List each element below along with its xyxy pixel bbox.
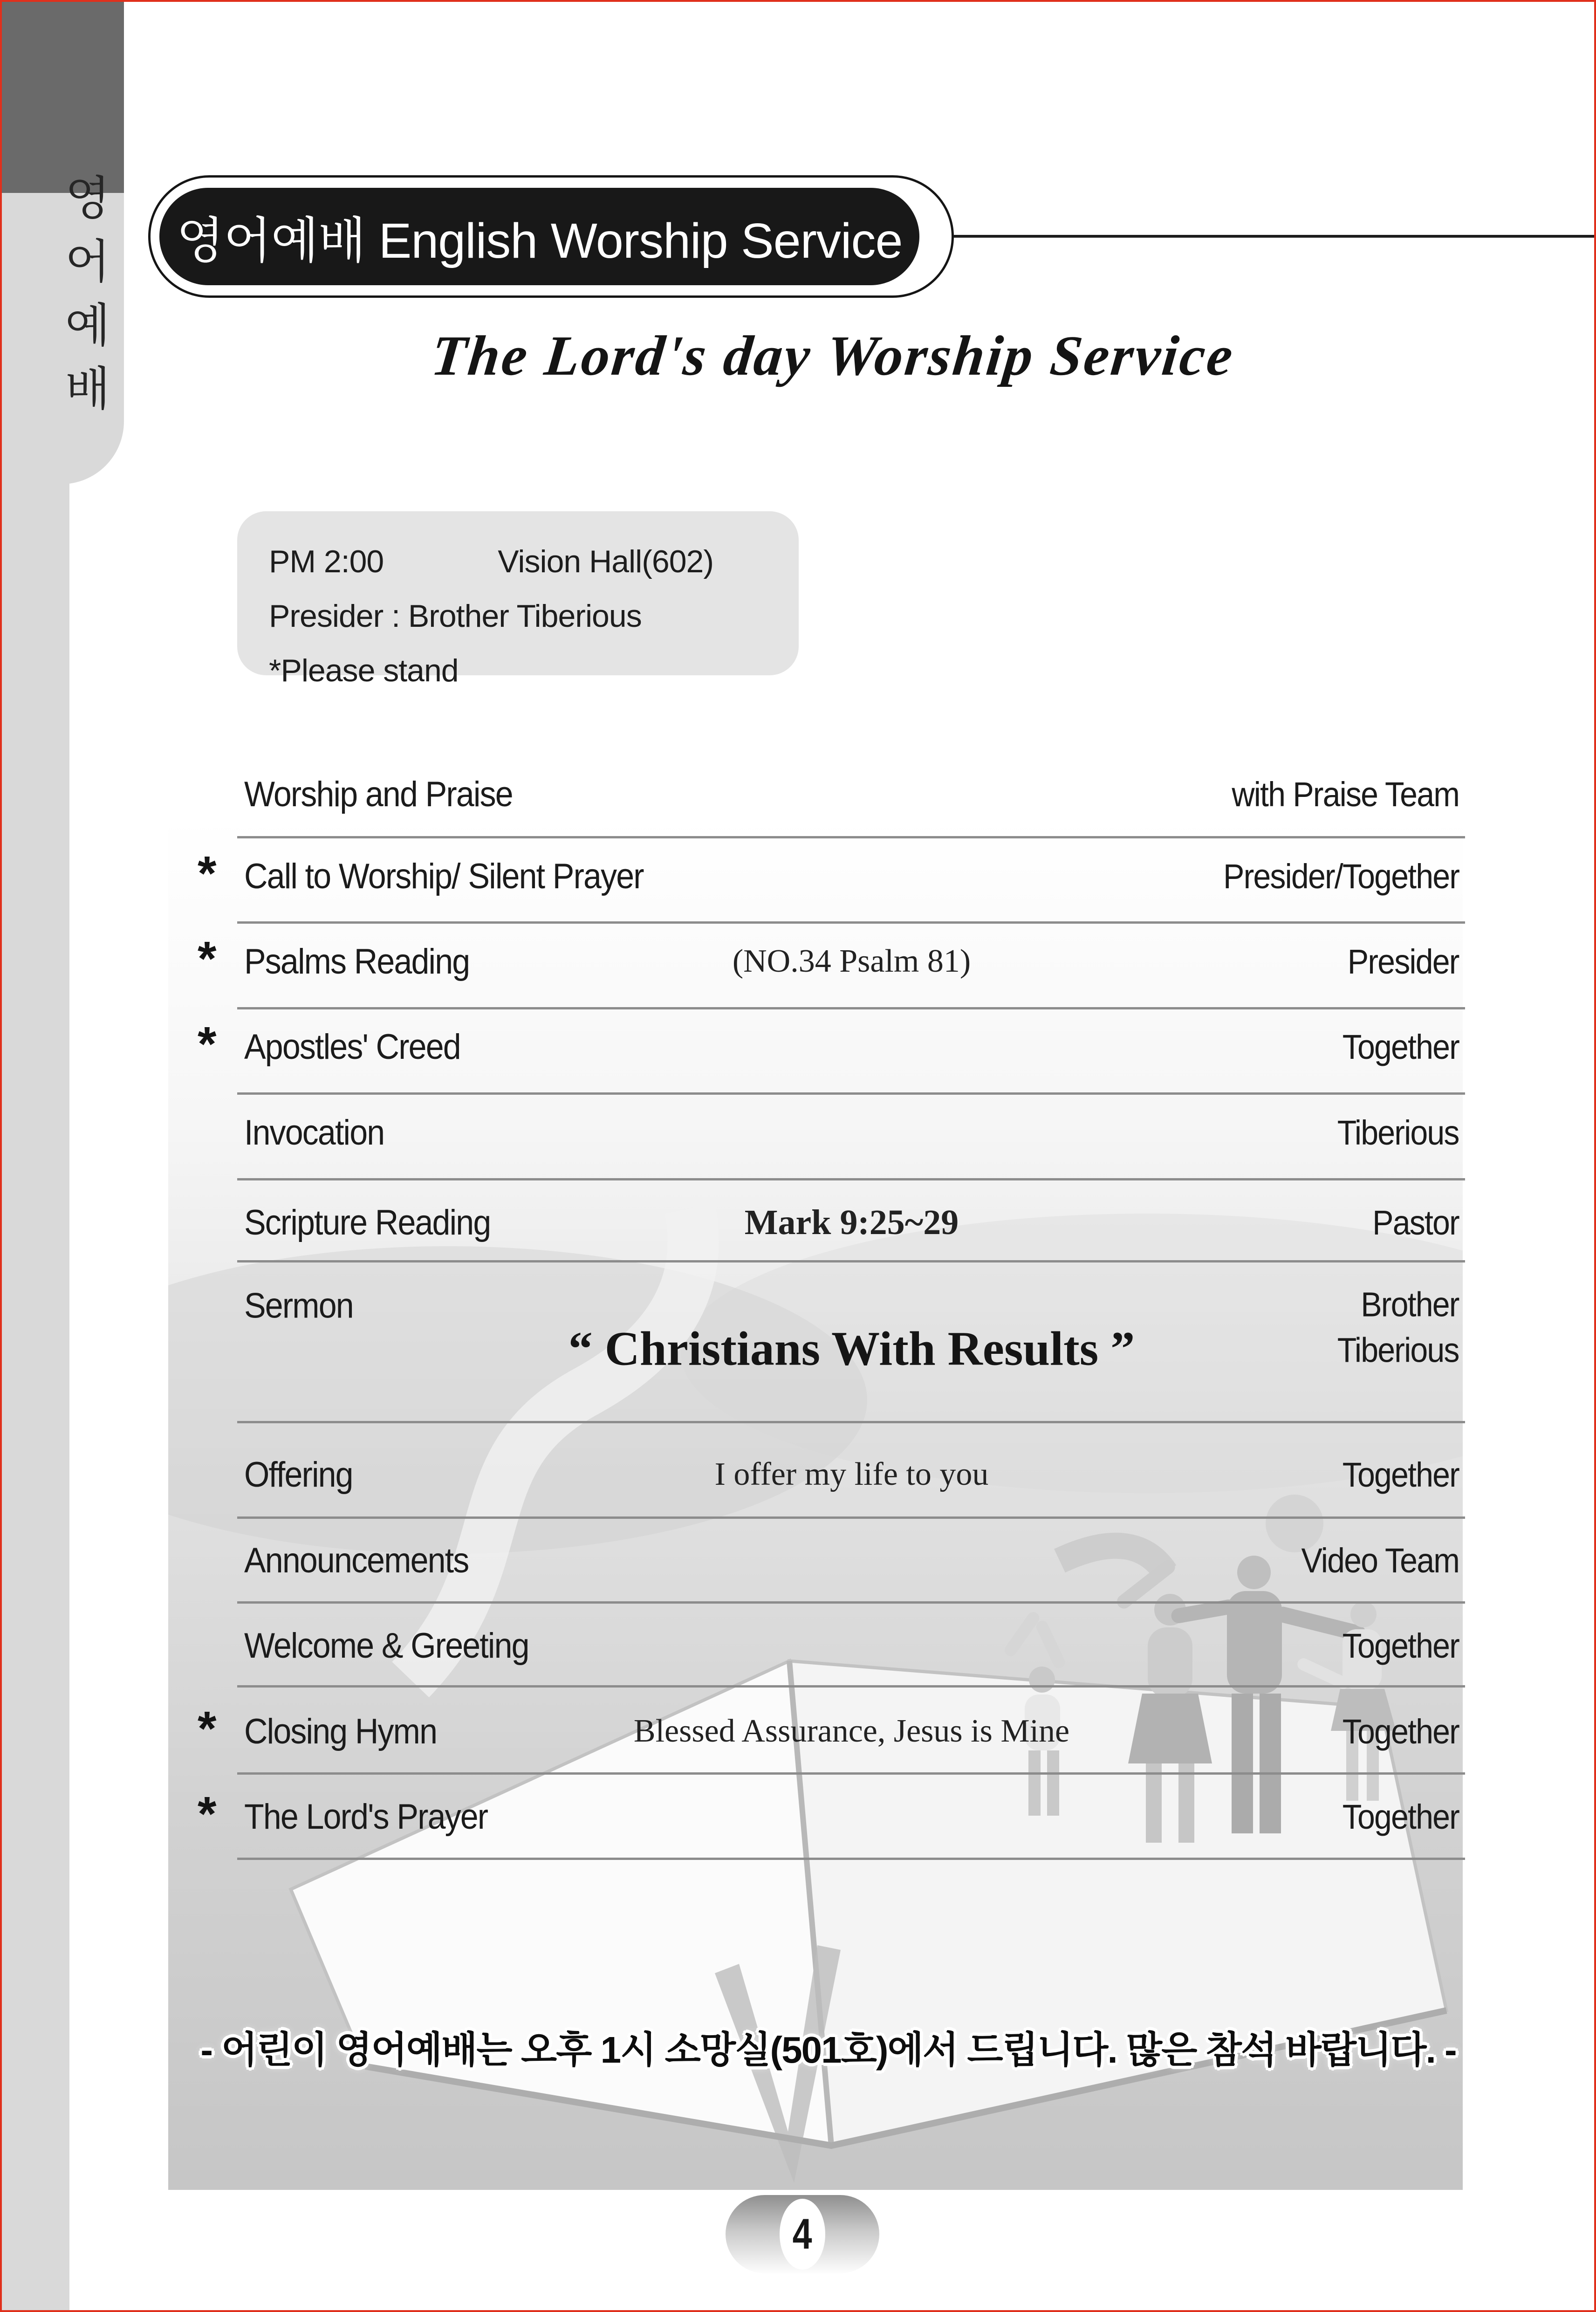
row-separator (237, 1092, 1465, 1095)
stand-asterisk: * (198, 932, 217, 986)
sidebar-top-block (2, 2, 124, 193)
program-item-label: Invocation (244, 1112, 384, 1153)
row-separator (237, 836, 1465, 838)
sermon-title: “ Christians With Results ” (568, 1322, 1135, 1376)
program-item-who: with Praise Team (1232, 775, 1459, 814)
row-separator (237, 1601, 1465, 1604)
program-item-who: Together (1342, 1797, 1459, 1836)
program-item-who: Together (1342, 1455, 1459, 1494)
stand-note: *Please stand (269, 653, 459, 688)
sidebar-vertical-char: 영 (65, 172, 110, 225)
program-item-label: Announcements (244, 1540, 469, 1580)
sidebar-strip (2, 193, 69, 2312)
header-pill (159, 188, 919, 285)
page-number-pill (726, 2195, 879, 2273)
row-separator (237, 1772, 1465, 1775)
page-title: The Lord's day Worship Service (428, 324, 1238, 387)
program-item-who: Presider (1348, 942, 1459, 981)
stand-asterisk: * (198, 846, 217, 901)
program-item-label: Closing Hymn (244, 1711, 437, 1751)
children-service-note: - 어린이 영어예배는 오후 1시 소망실(501호)에서 드립니다. 많은 참석 바랍니다. - (200, 2029, 1456, 2071)
closing-hymn-title: Blessed Assurance, Jesus is Mine (633, 1713, 1070, 1749)
service-time: PM 2:00 (269, 544, 384, 579)
stand-asterisk: * (198, 1701, 217, 1756)
row-separator (237, 1858, 1465, 1860)
program-item-who: Together (1342, 1712, 1459, 1751)
program-item-who: Pastor (1372, 1203, 1459, 1242)
program-item-who: Together (1342, 1027, 1459, 1066)
program-item-who: Video Team (1301, 1541, 1459, 1580)
page-number-oval (780, 2199, 825, 2270)
header-rule-line (954, 235, 1594, 238)
offering-song: I offer my life to you (714, 1456, 989, 1492)
program-item-label: The Lord's Prayer (244, 1797, 488, 1837)
program-item-label: Welcome & Greeting (244, 1626, 529, 1666)
program-item-label: Sermon (244, 1286, 353, 1326)
program-item-label: Apostles' Creed (244, 1027, 460, 1067)
sidebar-vertical-char: 예 (65, 300, 110, 352)
row-separator (237, 1421, 1465, 1423)
stand-asterisk: * (198, 1787, 217, 1841)
row-separator (237, 1007, 1465, 1009)
program-item-who: Together (1342, 1626, 1459, 1665)
sermon-who-line: Brother (1361, 1285, 1459, 1324)
row-separator (237, 1178, 1465, 1180)
sermon-who-line: Tiberious (1337, 1331, 1459, 1370)
program-item-who: Tiberious (1337, 1113, 1459, 1152)
program-item-label: Offering (244, 1454, 353, 1495)
scripture-reference: Mark 9:25~29 (744, 1202, 959, 1242)
service-presider: Presider : Brother Tiberious (269, 598, 642, 634)
program-item-detail: (NO.34 Psalm 81) (732, 943, 971, 979)
stand-asterisk: * (198, 1017, 217, 1071)
service-info-box (237, 511, 799, 688)
program-item-label: Scripture Reading (244, 1202, 491, 1242)
row-separator (237, 1260, 1465, 1262)
row-separator (237, 1516, 1465, 1519)
page-number: 4 (793, 2210, 812, 2258)
watermark-illustration (168, 817, 1463, 2190)
header-title: 영어예배 English Worship Service (176, 213, 903, 268)
program-item-label: Psalms Reading (244, 941, 470, 981)
row-separator (237, 1685, 1465, 1688)
row-separator (237, 921, 1465, 924)
service-location: Vision Hall(602) (498, 544, 714, 579)
program-item-label: Worship and Praise (244, 774, 513, 814)
sidebar-vertical-char: 배 (65, 363, 110, 415)
program-item-label: Call to Worship/ Silent Prayer (244, 856, 644, 896)
sidebar-vertical-char: 어 (65, 236, 110, 288)
program-item-who: Presider/Together (1223, 857, 1459, 896)
